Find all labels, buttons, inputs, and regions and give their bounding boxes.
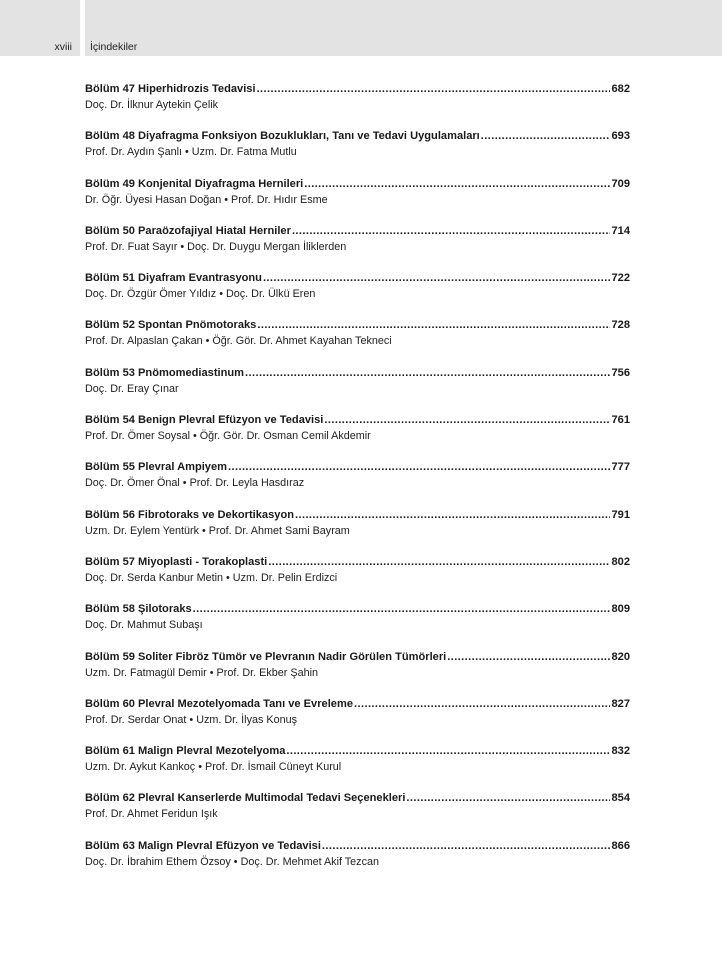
toc-entry-title-line <box>85 650 630 665</box>
toc-entry-title-line <box>85 555 630 570</box>
dot-leader <box>193 602 611 617</box>
chapter-authors: Doç. Dr. Özgür Ömer Yıldız • Doç. Dr. Ülkü Eren <box>85 288 316 301</box>
chapter-page-number: 709 <box>611 177 630 190</box>
toc-entry-title-line <box>85 460 630 475</box>
chapter-page-number: 722 <box>611 272 630 285</box>
toc-entry[interactable] <box>85 460 630 507</box>
toc-entry-title-line <box>85 697 630 712</box>
chapter-title: Bölüm 58 Şilotoraks <box>85 603 192 616</box>
chapter-authors: Uzm. Dr. Fatmagül Demir • Prof. Dr. Ekber Şahin <box>85 666 318 679</box>
chapter-title: Bölüm 48 Diyafragma Fonksiyon Bozuklukları, Tanı ve Tedavi Uygulamaları <box>85 130 480 143</box>
toc-entry[interactable] <box>85 839 630 886</box>
chapter-authors: Prof. Dr. Serdar Onat • Uzm. Dr. İlyas Konuş <box>85 713 297 726</box>
dot-leader <box>263 271 611 286</box>
chapter-page-number: 791 <box>611 508 630 521</box>
chapter-title: Bölüm 62 Plevral Kanserlerde Multimodal Tedavi Seçenekleri <box>85 792 406 805</box>
toc-entry[interactable] <box>85 366 630 413</box>
chapter-page-number: 866 <box>611 839 630 852</box>
toc-entry[interactable] <box>85 508 630 555</box>
toc-entry[interactable] <box>85 271 630 318</box>
dot-leader <box>228 460 610 475</box>
dot-leader <box>257 318 610 333</box>
chapter-authors: Dr. Öğr. Üyesi Hasan Doğan • Prof. Dr. Hıdır Esme <box>85 193 328 206</box>
dot-leader <box>322 839 611 854</box>
toc-entry-title-line <box>85 224 630 239</box>
chapter-authors: Prof. Dr. Aydın Şanlı • Uzm. Dr. Fatma Mutlu <box>85 146 297 159</box>
chapter-page-number: 728 <box>611 319 630 332</box>
table-of-contents <box>85 82 630 886</box>
chapter-authors: Doç. Dr. Serda Kanbur Metin • Uzm. Dr. Pelin Erdizci <box>85 571 338 584</box>
dot-leader <box>354 697 610 712</box>
toc-entry-title-line <box>85 129 630 144</box>
toc-entry-title-line <box>85 318 630 333</box>
chapter-page-number: 777 <box>611 461 630 474</box>
chapter-page-number: 761 <box>611 414 630 427</box>
chapter-authors: Prof. Dr. Alpaslan Çakan • Öğr. Gör. Dr. Ahmet Kayahan Tekneci <box>85 335 392 348</box>
chapter-authors: Prof. Dr. Ömer Soysal • Öğr. Gör. Dr. Osman Cemil Akdemir <box>85 430 371 443</box>
toc-entry-title-line <box>85 366 630 381</box>
toc-entry[interactable] <box>85 555 630 602</box>
chapter-title: Bölüm 47 Hiperhidrozis Tedavisi <box>85 83 256 95</box>
dot-leader <box>292 224 611 239</box>
toc-entry[interactable] <box>85 697 630 744</box>
dot-leader <box>295 508 610 523</box>
toc-entry-title-line <box>85 602 630 617</box>
chapter-title: Bölüm 50 Paraözofajiyal Hiatal Herniler <box>85 224 291 237</box>
chapter-page-number: 854 <box>611 792 630 805</box>
dot-leader <box>257 82 611 97</box>
page-header <box>0 0 722 56</box>
toc-entry[interactable] <box>85 602 630 649</box>
chapter-authors: Doç. Dr. İbrahim Ethem Özsoy • Doç. Dr. Mehmet Akif Tezcan <box>85 855 379 868</box>
toc-entry-title-line <box>85 177 630 192</box>
chapter-authors: Doç. Dr. Ömer Önal • Prof. Dr. Leyla Hasdıraz <box>85 477 305 490</box>
page-number: xviii <box>54 41 72 53</box>
chapter-page-number: 714 <box>611 224 630 237</box>
toc-entry[interactable] <box>85 650 630 697</box>
chapter-title: Bölüm 56 Fibrotoraks ve Dekortikasyon <box>85 508 294 521</box>
header-band-right <box>85 0 722 56</box>
chapter-title: Bölüm 51 Diyafram Evantrasyonu <box>85 272 262 285</box>
dot-leader <box>286 744 610 759</box>
dot-leader <box>481 129 611 144</box>
toc-entry[interactable] <box>85 318 630 365</box>
chapter-page-number: 756 <box>611 366 630 379</box>
chapter-title: Bölüm 60 Plevral Mezotelyomada Tanı ve Evreleme <box>85 697 354 710</box>
dot-leader <box>406 791 610 806</box>
toc-entry-title-line <box>85 413 630 428</box>
toc-entry[interactable] <box>85 224 630 271</box>
chapter-authors: Doç. Dr. İlknur Aytekin Çelik <box>85 99 219 111</box>
chapter-page-number: 809 <box>611 603 630 616</box>
toc-entry-title-line <box>85 791 630 806</box>
chapter-title: Bölüm 55 Plevral Ampiyem <box>85 461 228 474</box>
chapter-title: Bölüm 54 Benign Plevral Efüzyon ve Tedavisi <box>85 414 324 427</box>
toc-entry-title-line <box>85 508 630 523</box>
chapter-page-number: 802 <box>611 555 630 568</box>
chapter-title: Bölüm 49 Konjenital Diyafragma Hernileri <box>85 177 304 190</box>
dot-leader <box>447 650 610 665</box>
toc-entry[interactable] <box>85 413 630 460</box>
chapter-page-number: 832 <box>611 745 630 758</box>
chapter-title: Bölüm 52 Spontan Pnömotoraks <box>85 319 257 332</box>
toc-entry-title-line <box>85 744 630 759</box>
chapter-authors: Uzm. Dr. Eylem Yentürk • Prof. Dr. Ahmet Sami Bayram <box>85 524 350 537</box>
dot-leader <box>324 413 610 428</box>
chapter-title: Bölüm 59 Soliter Fibröz Tümör ve Plevranın Nadir Görülen Tümörleri <box>85 650 447 663</box>
toc-entry[interactable] <box>85 791 630 838</box>
chapter-page-number: 820 <box>611 650 630 663</box>
chapter-page-number: 827 <box>611 697 630 710</box>
chapter-authors: Prof. Dr. Fuat Sayır • Doç. Dr. Duygu Mergan İliklerden <box>85 240 347 253</box>
chapter-page-number: 693 <box>611 130 630 143</box>
toc-entry[interactable] <box>85 744 630 791</box>
chapter-title: Bölüm 63 Malign Plevral Efüzyon ve Tedavisi <box>85 839 321 852</box>
toc-entry[interactable] <box>85 82 630 129</box>
chapter-authors: Doç. Dr. Mahmut Subaşı <box>85 619 203 632</box>
toc-entry[interactable] <box>85 129 630 176</box>
dot-leader <box>304 177 610 192</box>
toc-entry-title-line <box>85 839 630 854</box>
chapter-authors: Uzm. Dr. Aykut Kankoç • Prof. Dr. İsmail Cüneyt Kurul <box>85 761 342 774</box>
chapter-authors: Prof. Dr. Ahmet Feridun Işık <box>85 808 218 821</box>
dot-leader <box>245 366 610 381</box>
toc-entry[interactable] <box>85 177 630 224</box>
chapter-authors: Doç. Dr. Eray Çınar <box>85 382 179 395</box>
chapter-page-number: 682 <box>611 83 630 95</box>
chapter-title: Bölüm 53 Pnömomediastinum <box>85 366 245 379</box>
chapter-title: Bölüm 61 Malign Plevral Mezotelyoma <box>85 745 286 758</box>
toc-entry-title-line <box>85 271 630 286</box>
chapter-title: Bölüm 57 Miyoplasti - Torakoplasti <box>85 555 268 568</box>
dot-leader <box>268 555 610 570</box>
running-title: İçindekiler <box>90 41 138 53</box>
toc-entry-title-line <box>85 82 630 97</box>
